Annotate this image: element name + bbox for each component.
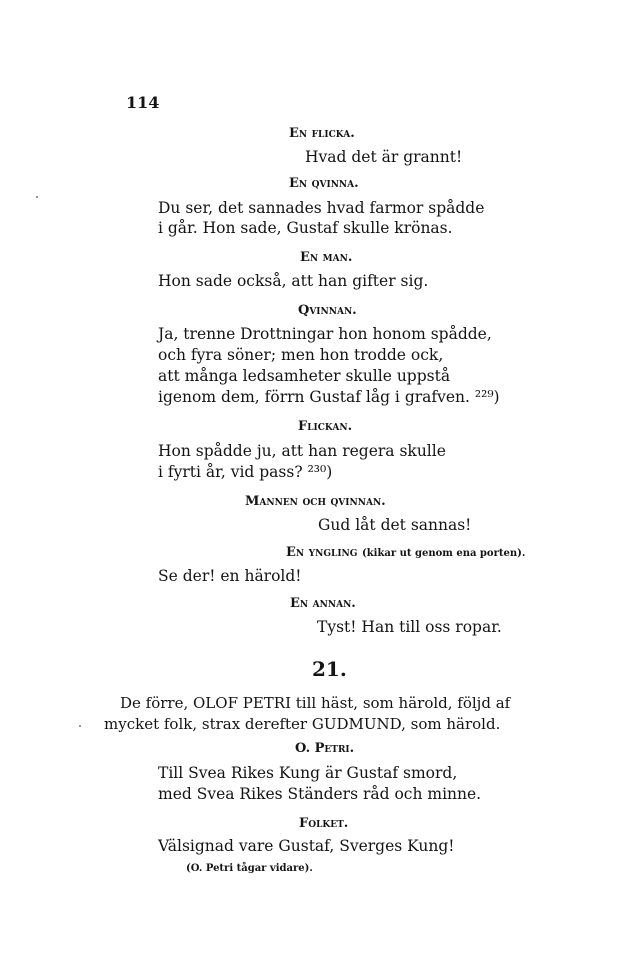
speaker-en-man	[300, 250, 352, 266]
speaker-en-qvinna	[289, 176, 359, 192]
speaker-en-flicka	[289, 126, 355, 142]
verse-line: i går. Hon sade, Gustaf skulle krönas.	[158, 219, 453, 237]
speaker-name: O. Petri.	[295, 741, 355, 756]
verse-line: Till Svea Rikes Kung är Gustaf smord,	[158, 764, 458, 782]
verse-line: Hon spådde ju, att han regera skulle	[158, 442, 446, 460]
verse-line: Tyst! Han till oss ropar.	[317, 618, 502, 636]
page-number: 114	[126, 93, 160, 112]
speaker-name: En annan.	[290, 596, 356, 611]
stage-direction-line: mycket folk, strax derefter GUDMUND, som härold.	[104, 715, 501, 733]
speaker-name: Flickan.	[298, 419, 353, 434]
speaker-name: En yngling	[286, 545, 358, 560]
verse-line: att många ledsamheter skulle uppstå	[158, 367, 451, 385]
closing-stage-direction: (O. Petri tågar vidare).	[186, 863, 313, 874]
speck-mark	[79, 725, 81, 727]
speaker-name: Folket.	[299, 816, 349, 831]
verse-line: Gud låt det sannas!	[318, 516, 472, 534]
speaker-o-petri	[295, 741, 354, 757]
speaker-qvinnan	[298, 303, 357, 319]
speaker-flickan	[298, 419, 352, 435]
speaker-en-yngling	[286, 545, 525, 562]
speaker-en-annan	[290, 596, 356, 612]
verse-line: Hvad det är grannt!	[305, 148, 463, 166]
stage-direction: (kikar ut genom ena porten).	[361, 548, 526, 559]
speaker-name: En man.	[300, 250, 353, 265]
speaker-mannen-och-qvinnan	[245, 494, 386, 510]
verse-line: Du ser, det sannades hvad farmor spådde	[158, 199, 485, 217]
verse-line: Välsignad vare Gustaf, Sverges Kung!	[158, 837, 455, 855]
verse-line: Se der! en härold!	[158, 567, 302, 585]
speck-mark	[36, 196, 38, 198]
stage-direction-line: De förre, OLOF PETRI till häst, som härold, följd af	[120, 694, 511, 712]
speaker-name: Qvinnan.	[298, 303, 357, 318]
verse-line: i fyrti år, vid pass? ²³⁰)	[158, 463, 333, 481]
speaker-name: Mannen och qvinnan.	[245, 494, 386, 509]
speaker-name: En flicka.	[289, 126, 355, 141]
speaker-folket	[299, 816, 348, 832]
section-number: 21.	[312, 657, 347, 681]
verse-line: med Svea Rikes Ständers råd och minne.	[158, 785, 482, 803]
verse-line: och fyra söner; men hon trodde ock,	[158, 346, 444, 364]
verse-line: Hon sade också, att han gifter sig.	[158, 272, 429, 290]
verse-line: Ja, trenne Drottningar hon honom spådde,	[158, 325, 492, 343]
verse-line: igenom dem, förrn Gustaf låg i grafven. ²²⁹)	[158, 388, 500, 406]
speaker-name: En qvinna.	[289, 176, 359, 191]
